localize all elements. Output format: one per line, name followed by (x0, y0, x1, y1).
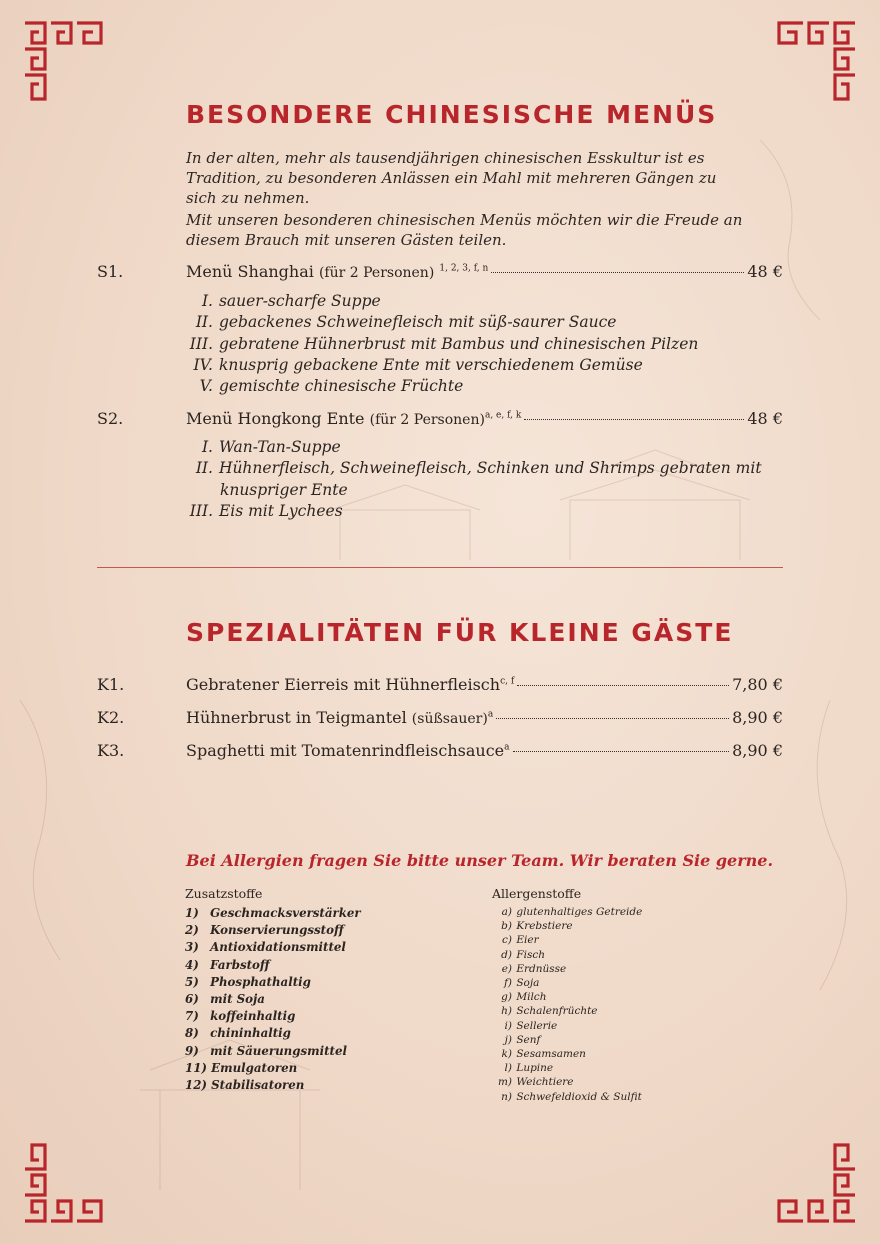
meander-ornament-icon (22, 1142, 104, 1224)
section-divider (97, 567, 783, 568)
list-item: l) Lupine (504, 1062, 554, 1075)
course-item: knuspriger Ente (219, 480, 348, 499)
list-item: 1) Geschmacksverstärker (185, 906, 361, 920)
course-item: IV. knusprig gebackene Ente mit verschiedenem Gemüse (193, 355, 643, 374)
list-item: c) Eier (502, 934, 539, 947)
item-name: Spaghetti mit Tomatenrindfleischsauce$^a$ (186, 741, 510, 760)
course-item: I. Wan-Tan-Suppe (201, 438, 341, 456)
item-number: K2. (97, 708, 125, 727)
allergy-note: Bei Allergien fragen Sie bitte unser Team. Wir beraten Sie gerne. (186, 851, 774, 870)
item-number: S2. (97, 409, 124, 428)
additives-title: Zusatzstoffe (185, 886, 263, 901)
corner-ornament-top-right (776, 20, 858, 102)
section-title-kids: SPEZIALITÄTEN FÜR KLEINE GÄSTE (186, 618, 734, 647)
course-item: II. Hühnerfleisch, Schweinefleisch, Schinken und Shrimps gebraten mit (195, 459, 762, 478)
list-item: g) Milch (501, 991, 547, 1004)
dot-leader (496, 718, 729, 719)
item-price: 8,90 € (732, 741, 783, 760)
list-item: h) Schalenfrüchte (501, 1005, 598, 1018)
course-item: III. gebratene Hühnerbrust mit Bambus und chinesischen Pilzen (189, 334, 699, 353)
dot-leader (491, 272, 744, 273)
list-item: i) Sellerie (504, 1019, 558, 1032)
item-number: K3. (97, 741, 125, 760)
list-item: j) Senf (504, 1033, 541, 1046)
list-item: 9) mit Säuerungsmittel (185, 1043, 347, 1058)
dot-leader (517, 685, 729, 686)
list-item: 8) chininhaltig (185, 1026, 291, 1041)
allergens-list (496, 905, 642, 1104)
list-item: 2) Konservierungsstoff (185, 923, 344, 938)
item-price: 8,90 € (732, 708, 783, 727)
course-list-s1 (186, 291, 766, 397)
list-item: 3) Antioxidationsmittel (185, 940, 346, 955)
course-item: V. gemischte chinesische Früchte (199, 377, 464, 396)
menu-item-k3 (97, 741, 783, 763)
menu-item-k2 (97, 708, 783, 730)
corner-ornament-top-left (22, 20, 104, 102)
corner-ornament-bottom-left (22, 1142, 104, 1224)
corner-ornament-bottom-right (776, 1142, 858, 1224)
list-item: f) Soja (504, 977, 540, 990)
course-list-s2 (186, 437, 766, 522)
item-name: Menü Shanghai (für 2 Personen) $^{1, 2, 3, f, n}$ (186, 262, 489, 281)
list-item: 6) mit Soja (185, 992, 265, 1007)
meander-ornament-icon (776, 1142, 858, 1224)
course-item: II. gebackenes Schweinefleisch mit süß-saurer Sauce (195, 313, 617, 332)
allergens-title: Allergenstoffe (492, 886, 582, 901)
item-price: 7,80 € (732, 675, 783, 694)
item-name: Gebratener Eierreis mit Hühnerfleisch$^{c, f}$ (186, 675, 515, 694)
item-price: 48 € (747, 262, 783, 281)
list-item: b) Krebstiere (501, 920, 573, 933)
list-item: 5) Phosphathaltig (185, 974, 311, 989)
item-name: Hühnerbrust in Teigmantel (süßsauer)$^a$ (186, 708, 494, 727)
item-name: Menü Hongkong Ente (für 2 Personen)$^{a, e, f, k}$ (186, 409, 522, 428)
intro-paragraph: Mit unseren besonderen chinesischen Menüs möchten wir die Freude an diesem Brauch mit unseren Gästen teilen. (186, 211, 743, 249)
course-item: I. sauer-scharfe Suppe (201, 292, 381, 310)
menu-item-s2 (97, 409, 783, 431)
item-number: S1. (97, 262, 124, 281)
additives-list (185, 905, 361, 1094)
list-item: 7) koffeinhaltig (185, 1009, 296, 1024)
menu-item-k1 (97, 675, 783, 697)
dot-leader (513, 751, 730, 752)
list-item: a) glutenhaltiges Getreide (501, 906, 643, 918)
intro-paragraph: In der alten, mehr als tausendjährigen chinesischen Esskultur ist es Tradition, zu besonderen Anlässen ein Mahl mit mehreren Gängen zu sich zu nehmen. (186, 149, 717, 207)
meander-ornament-icon (22, 20, 104, 102)
intro-text (186, 148, 746, 252)
list-item: 4) Farbstoff (185, 957, 270, 972)
menu-item-s1 (97, 262, 783, 284)
list-item: m) Weichtiere (497, 1076, 574, 1089)
list-item: n) Schwefeldioxid & Sulfit (501, 1090, 642, 1103)
meander-ornament-icon (776, 20, 858, 102)
dot-leader (524, 419, 744, 420)
list-item: e) Erdnüsse (501, 962, 567, 975)
course-item: III. Eis mit Lychees (189, 501, 343, 520)
list-item: 11) Emulgatoren (185, 1060, 298, 1075)
item-number: K1. (97, 675, 125, 694)
list-item: k) Sesamsamen (501, 1048, 586, 1061)
list-item: 12) Stabilisatoren (185, 1078, 305, 1093)
item-price: 48 € (747, 409, 783, 428)
section-title-special-menus: BESONDERE CHINESISCHE MENÜS (186, 100, 718, 129)
list-item: d) Fisch (501, 948, 546, 961)
